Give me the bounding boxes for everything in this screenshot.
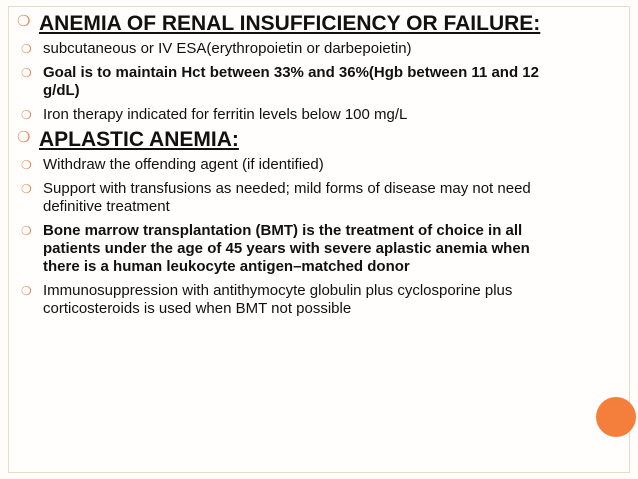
- ring-bullet-icon: ❍: [21, 182, 32, 196]
- list-item-text: Goal is to maintain Hct between 33% and 36%(Hgb between 11 and 12 g/dL): [43, 64, 539, 99]
- section-heading: ANEMIA OF RENAL INSUFFICIENCY OR FAILURE:: [39, 12, 541, 35]
- section-aplastic-anemia: [17, 128, 599, 152]
- ring-bullet-icon: ❍: [21, 284, 32, 298]
- list-item-text: Withdraw the offending agent (if identified): [43, 156, 324, 173]
- section-renal-anemia-list: [21, 40, 548, 124]
- list-item: [21, 64, 548, 100]
- list-item-text: Bone marrow transplantation (BMT) is the treatment of choice in all patients under the age of 45 years with severe aplastic anemia when there is a human leukocyte antigen–matched donor: [43, 222, 530, 275]
- ring-bullet-icon: ❍: [17, 13, 31, 30]
- ring-bullet-icon: ❍: [21, 42, 32, 56]
- list-item: [21, 40, 548, 58]
- list-item: [21, 156, 548, 174]
- ring-bullet-icon: ❍: [21, 224, 32, 238]
- list-item-text: Immunosuppression with antithymocyte globulin plus cyclosporine plus corticosteroids is used when BMT not possible: [43, 282, 513, 317]
- ring-bullet-icon: ❍: [17, 129, 31, 146]
- accent-circle: [596, 397, 636, 437]
- list-item: [21, 282, 548, 318]
- ring-bullet-icon: ❍: [21, 66, 32, 80]
- list-item-text: Iron therapy indicated for ferritin levels below 100 mg/L: [43, 106, 408, 123]
- ring-bullet-icon: ❍: [21, 108, 32, 122]
- list-item-text: Support with transfusions as needed; mild forms of disease may not need definitive treatment: [43, 180, 531, 215]
- ring-bullet-icon: ❍: [21, 158, 32, 172]
- list-item: [21, 180, 548, 216]
- section-renal-anemia: [17, 12, 599, 36]
- section-heading: APLASTIC ANEMIA:: [39, 128, 239, 151]
- section-aplastic-anemia-list: [21, 156, 548, 318]
- list-item: [21, 106, 548, 124]
- list-item: [21, 222, 548, 276]
- list-item-text: subcutaneous or IV ESA(erythropoietin or darbepoietin): [43, 40, 412, 57]
